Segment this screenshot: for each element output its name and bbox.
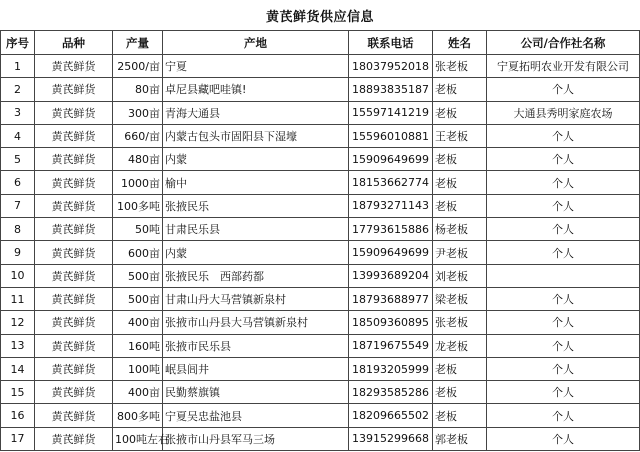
cell-origin: 宁夏吴忠盐池县 (163, 404, 349, 427)
cell-yield: 1000亩 (113, 171, 163, 194)
supply-table (0, 30, 640, 451)
cell-yield: 80亩 (113, 78, 163, 101)
cell-company: 个人 (487, 334, 640, 357)
cell-company: 个人 (487, 78, 640, 101)
table-row (1, 264, 640, 287)
cell-yield: 500亩 (113, 264, 163, 287)
header-index: 序号 (1, 31, 35, 55)
cell-yield: 400亩 (113, 381, 163, 404)
cell-index: 2 (1, 78, 35, 101)
cell-name: 老板 (433, 357, 487, 380)
cell-company: 个人 (487, 241, 640, 264)
cell-variety: 黄芪鲜货 (35, 241, 113, 264)
cell-name: 张老板 (433, 311, 487, 334)
cell-name: 刘老板 (433, 264, 487, 287)
cell-name: 老板 (433, 78, 487, 101)
cell-origin: 内蒙古包头市固阳县下湿壕 (163, 124, 349, 147)
cell-company: 个人 (487, 124, 640, 147)
cell-variety: 黄芪鲜货 (35, 194, 113, 217)
cell-variety: 黄芪鲜货 (35, 287, 113, 310)
cell-index: 5 (1, 148, 35, 171)
cell-variety: 黄芪鲜货 (35, 171, 113, 194)
cell-phone: 18793271143 (349, 194, 433, 217)
cell-name: 杨老板 (433, 218, 487, 241)
header-phone: 联系电话 (349, 31, 433, 55)
cell-variety: 黄芪鲜货 (35, 124, 113, 147)
table-row (1, 55, 640, 78)
cell-yield: 160吨 (113, 334, 163, 357)
cell-yield: 660/亩 (113, 124, 163, 147)
cell-origin: 张掖市山丹县军马三场 (163, 427, 349, 450)
cell-company: 大通县秀明家庭农场 (487, 101, 640, 124)
cell-origin: 内蒙 (163, 241, 349, 264)
table-header-row (1, 31, 640, 55)
cell-company: 个人 (487, 218, 640, 241)
cell-phone: 18037952018 (349, 55, 433, 78)
cell-yield: 300亩 (113, 101, 163, 124)
cell-origin: 甘肃民乐县 (163, 218, 349, 241)
cell-company: 个人 (487, 287, 640, 310)
cell-name: 梁老板 (433, 287, 487, 310)
header-name: 姓名 (433, 31, 487, 55)
table-row (1, 381, 640, 404)
cell-company: 个人 (487, 148, 640, 171)
cell-index: 6 (1, 171, 35, 194)
cell-origin: 宁夏 (163, 55, 349, 78)
table-row (1, 311, 640, 334)
cell-company: 个人 (487, 427, 640, 450)
cell-company: 个人 (487, 381, 640, 404)
cell-index: 1 (1, 55, 35, 78)
header-origin: 产地 (163, 31, 349, 55)
cell-origin: 内蒙 (163, 148, 349, 171)
cell-origin: 张掖市民乐县 (163, 334, 349, 357)
cell-origin: 张掖民乐 (163, 194, 349, 217)
cell-phone: 15909649699 (349, 241, 433, 264)
cell-phone: 15596010881 (349, 124, 433, 147)
cell-phone: 13993689204 (349, 264, 433, 287)
cell-name: 老板 (433, 171, 487, 194)
table-row (1, 194, 640, 217)
cell-name: 老板 (433, 404, 487, 427)
cell-yield: 50吨 (113, 218, 163, 241)
header-variety: 品种 (35, 31, 113, 55)
cell-yield: 400亩 (113, 311, 163, 334)
table-row (1, 404, 640, 427)
table-row (1, 287, 640, 310)
cell-phone: 18893835187 (349, 78, 433, 101)
table-row (1, 148, 640, 171)
cell-variety: 黄芪鲜货 (35, 101, 113, 124)
cell-origin: 民勤蔡旗镇 (163, 381, 349, 404)
cell-yield: 600亩 (113, 241, 163, 264)
cell-phone: 18793688977 (349, 287, 433, 310)
cell-yield: 100吨 (113, 357, 163, 380)
table-row (1, 427, 640, 450)
cell-name: 老板 (433, 101, 487, 124)
cell-index: 4 (1, 124, 35, 147)
cell-name: 尹老板 (433, 241, 487, 264)
cell-company: 宁夏拓明农业开发有限公司 (487, 55, 640, 78)
cell-company: 个人 (487, 311, 640, 334)
table-row (1, 101, 640, 124)
cell-phone: 15909649699 (349, 148, 433, 171)
cell-index: 7 (1, 194, 35, 217)
cell-yield: 480亩 (113, 148, 163, 171)
cell-phone: 18193205999 (349, 357, 433, 380)
cell-name: 王老板 (433, 124, 487, 147)
cell-index: 11 (1, 287, 35, 310)
cell-index: 10 (1, 264, 35, 287)
cell-variety: 黄芪鲜货 (35, 381, 113, 404)
cell-variety: 黄芪鲜货 (35, 218, 113, 241)
table-row (1, 218, 640, 241)
cell-origin: 青海大通县 (163, 101, 349, 124)
cell-index: 16 (1, 404, 35, 427)
header-yield: 产量 (113, 31, 163, 55)
cell-index: 12 (1, 311, 35, 334)
cell-phone: 18719675549 (349, 334, 433, 357)
table-body (1, 55, 640, 451)
cell-variety: 黄芪鲜货 (35, 78, 113, 101)
table-row (1, 171, 640, 194)
cell-yield: 100多吨 (113, 194, 163, 217)
cell-index: 15 (1, 381, 35, 404)
cell-name: 龙老板 (433, 334, 487, 357)
cell-variety: 黄芪鲜货 (35, 404, 113, 427)
cell-yield: 2500/亩 (113, 55, 163, 78)
cell-origin: 岷县闾井 (163, 357, 349, 380)
cell-variety: 黄芪鲜货 (35, 264, 113, 287)
table-row (1, 357, 640, 380)
table-row (1, 78, 640, 101)
cell-index: 3 (1, 101, 35, 124)
cell-variety: 黄芪鲜货 (35, 334, 113, 357)
cell-phone: 18293585286 (349, 381, 433, 404)
cell-variety: 黄芪鲜货 (35, 148, 113, 171)
cell-yield: 800多吨 (113, 404, 163, 427)
cell-variety: 黄芪鲜货 (35, 427, 113, 450)
cell-company: 个人 (487, 404, 640, 427)
cell-name: 老板 (433, 194, 487, 217)
cell-origin: 榆中 (163, 171, 349, 194)
cell-phone: 15597141219 (349, 101, 433, 124)
cell-yield: 500亩 (113, 287, 163, 310)
cell-name: 老板 (433, 381, 487, 404)
table-row (1, 241, 640, 264)
cell-index: 17 (1, 427, 35, 450)
page-title: 黄芪鲜货供应信息 (265, 10, 374, 25)
cell-yield: 100吨左右 (113, 427, 163, 450)
cell-company (487, 264, 640, 287)
cell-name: 郭老板 (433, 427, 487, 450)
table-row (1, 124, 640, 147)
cell-company: 个人 (487, 194, 640, 217)
header-company: 公司/合作社名称 (487, 31, 640, 55)
cell-name: 老板 (433, 148, 487, 171)
cell-phone: 18153662774 (349, 171, 433, 194)
cell-index: 14 (1, 357, 35, 380)
cell-index: 8 (1, 218, 35, 241)
cell-origin: 张掖民乐 西部药都 (163, 264, 349, 287)
cell-phone: 18209665502 (349, 404, 433, 427)
cell-company: 个人 (487, 357, 640, 380)
cell-company: 个人 (487, 171, 640, 194)
cell-origin: 甘肃山丹大马营镇新泉村 (163, 287, 349, 310)
cell-name: 张老板 (433, 55, 487, 78)
table-row (1, 334, 640, 357)
cell-phone: 17793615886 (349, 218, 433, 241)
cell-origin: 张掖市山丹县大马营镇新泉村 (163, 311, 349, 334)
cell-variety: 黄芪鲜货 (35, 311, 113, 334)
cell-variety: 黄芪鲜货 (35, 55, 113, 78)
cell-index: 9 (1, 241, 35, 264)
cell-origin: 卓尼县藏吧哇镇! (163, 78, 349, 101)
cell-index: 13 (1, 334, 35, 357)
cell-variety: 黄芪鲜货 (35, 357, 113, 380)
cell-phone: 18509360895 (349, 311, 433, 334)
cell-phone: 13915299668 (349, 427, 433, 450)
